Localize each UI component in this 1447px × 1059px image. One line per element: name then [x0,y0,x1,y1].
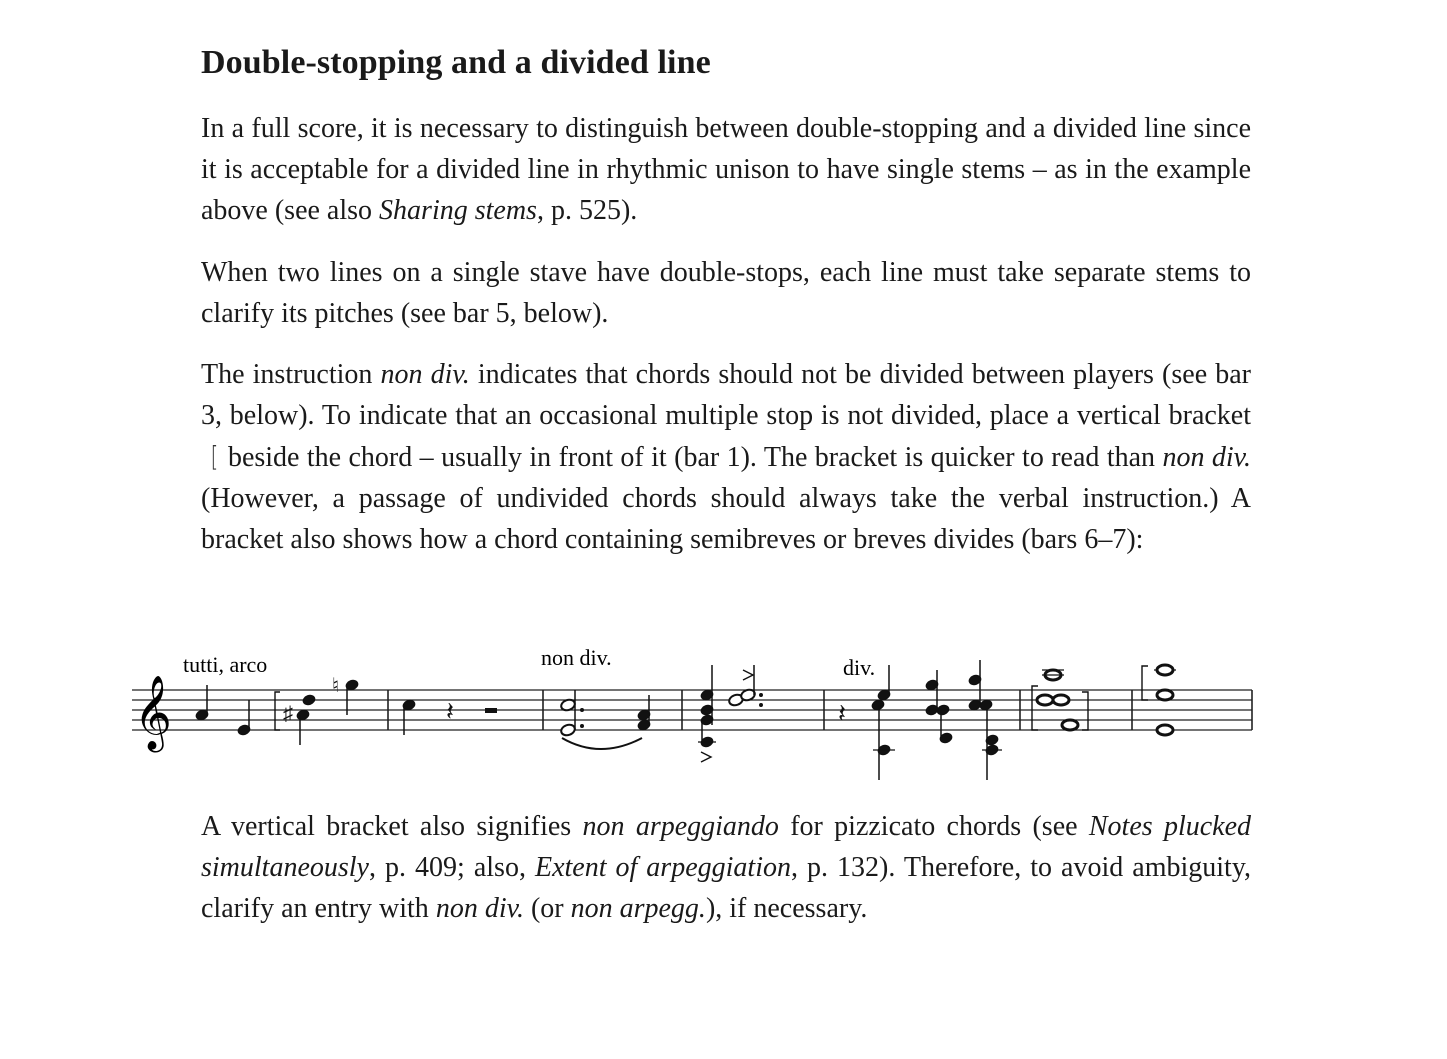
p4-text-a: A vertical bracket also signifies [201,811,583,842]
bar-4 [698,665,763,762]
label-tutti-arco: tutti, arco [183,652,268,677]
accent-icon [701,752,711,762]
p4-text-b: for pizzicato chords (see [778,811,1089,842]
paragraph-divided-line [201,108,1251,231]
p3-text-c: beside the chord – usually in front of it (bar 1). The bracket is quicker to read than [227,442,1163,473]
term-non-div-3: non div. [435,893,524,924]
accent-icon-2 [743,670,753,680]
slur-icon [562,738,642,749]
vertical-bracket-glyph: [ [210,440,219,473]
bar-2 [402,697,497,735]
p4-text-f: ), if necessary. [705,893,868,924]
term-non-arpeggiando: non arpeggiando [582,811,779,842]
term-non-div-2: non div. [1162,442,1251,473]
treble-clef-icon: 𝄞 [134,677,172,748]
p1-text-a: In a full score, it is necessary to distinguish between double-stopping and a divided line since it is acceptable for a divided line in rhythmic unison to have single stems – as in the example above (see also [201,113,1251,226]
ref-notes-plucked: Notes plucked simultaneously [201,811,1252,883]
p3-text-d: (However, a passage of undivided chords should always take the verbal instruction.) A bracket also shows how a chord containing semibreves or breves divides (bars 6–7): [201,483,1251,555]
p1-text-b: , p. 525). [536,195,638,226]
quarter-rest-icon-2: 𝄽 [838,699,846,728]
p3-text-a: The instruction [201,359,381,390]
paragraph-double-stops: When two lines on a single stave have double-stops, each line must take separate stems to clarify its pitches (see bar 5, below). [201,257,1251,329]
label-non-div: non div. [541,645,612,670]
label-div: div. [843,655,876,680]
bar-7 [1142,665,1176,735]
p4-text-e: (or [523,893,571,924]
p4-text-c: , p. 409; also, [369,852,535,883]
term-non-arpegg: non arpegg. [570,893,706,924]
ref-extent-arpeggiation: Extent of arpeggiation [534,852,791,883]
paragraph-non-div [201,354,1251,560]
quarter-rest-icon: 𝄽 [446,697,454,726]
music-example-staff [120,630,1260,790]
sharp-icon: ♯ [283,703,293,725]
term-non-div: non div. [380,359,470,390]
ref-sharing-stems: Sharing stems [379,195,537,226]
section-heading: Double-stopping and a divided line [201,44,711,81]
p3-text-b: indicates that chords should not be divided between players (see bar 3, below). To indicate that an occasional multiple stop is not divided, place a vertical bracket [201,359,1251,431]
p4-text-d: , p. 132). Therefore, to avoid ambiguity, clarify an entry with [201,852,1252,924]
paragraph-non-arpeggiando [201,806,1251,929]
natural-icon: ♮ [332,675,340,697]
